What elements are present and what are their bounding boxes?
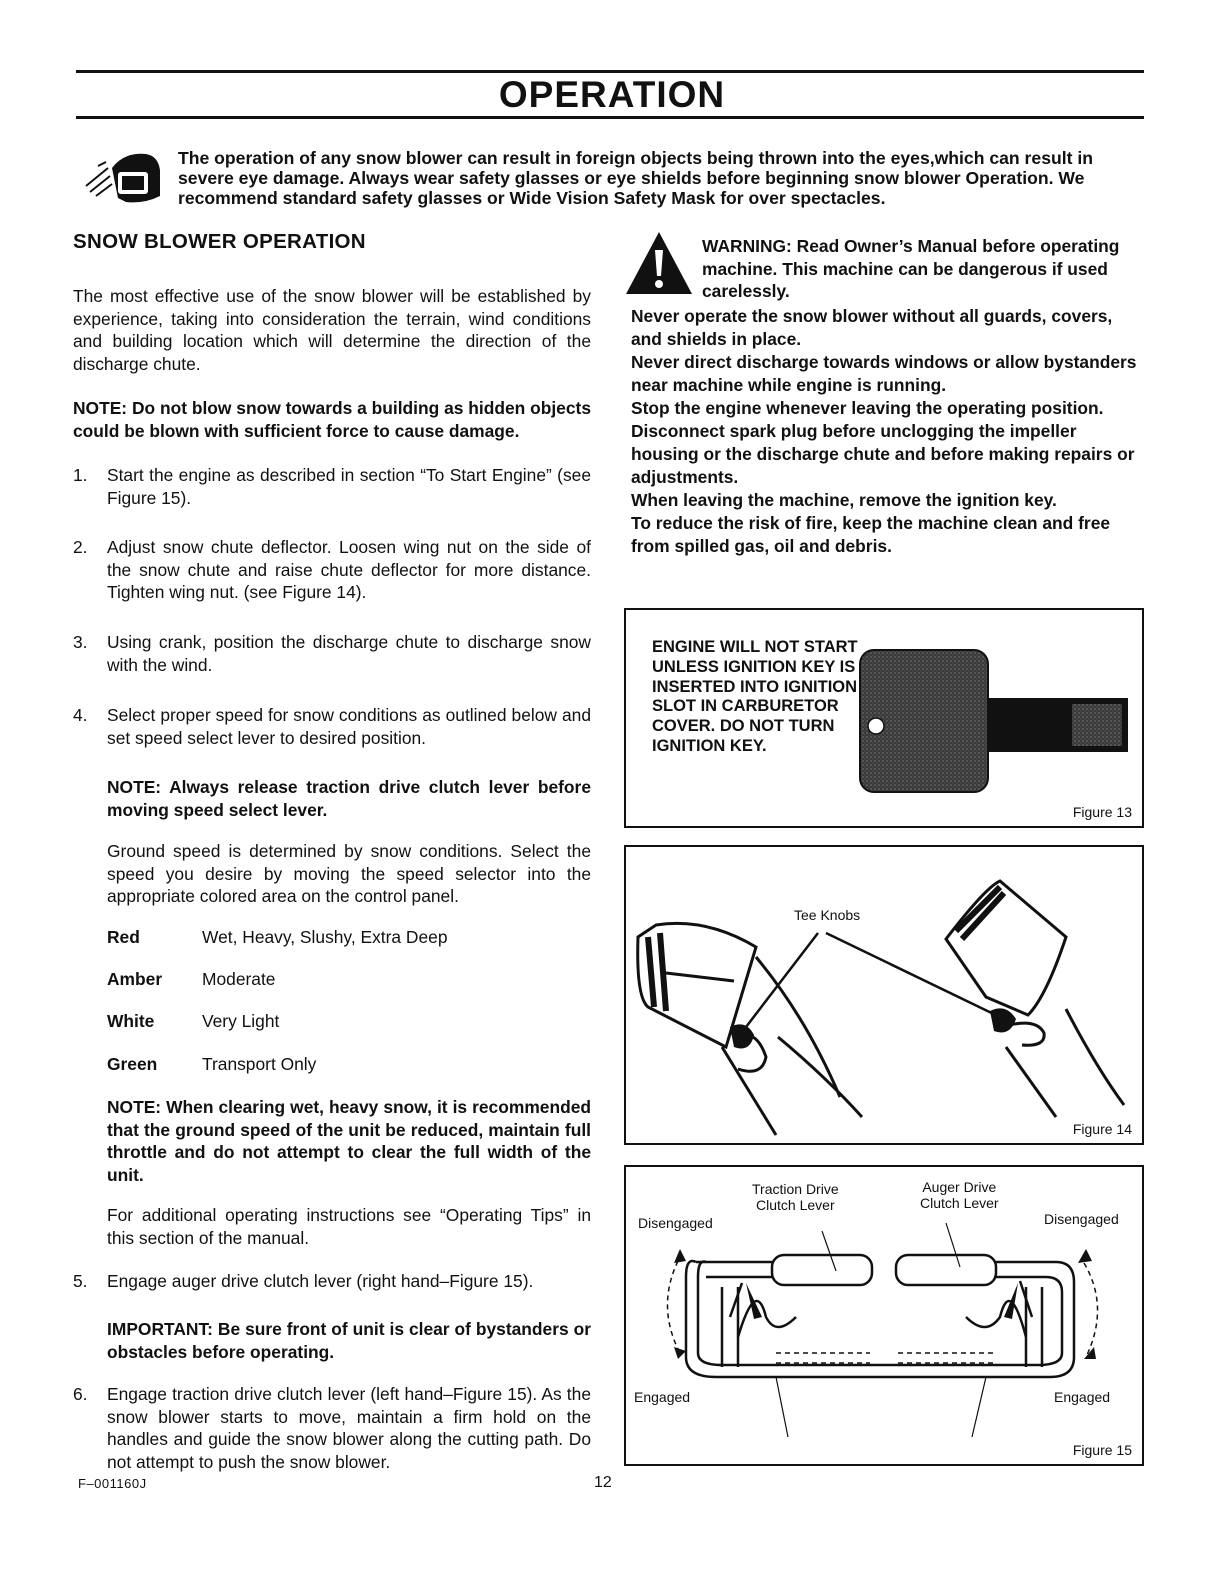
note-heavy-snow: NOTE: When clearing wet, heavy snow, it is recommended that the ground speed of the unit be reduced, maintain full throttle and do not attempt to clear the full width of the unit. [107,1097,591,1185]
eye-safety-notice: The operation of any snow blower can result in foreign objects being thrown into the eyes,which can result in severe eye damage. Always wear safety glasses or eye shields before beginning snow blower Operation. We recommend standard safety glasses or Wide Vision Safety Mask for over spectacles. [178,148,1093,208]
safety-glasses-icon [84,146,168,208]
ignition-key-warning: ENGINE WILL NOT START UNLESS IGNITION KEY IS INSERTED INTO IGNITION SLOT IN CARBURETOR COVER. DO NOT TURN IGNITION KEY. [652,638,858,755]
figure-13 [624,608,1144,828]
step-text: Engage auger drive clutch lever (right hand–Figure 15). [107,1271,534,1291]
warning-line: When leaving the machine, remove the ignition key. [631,490,1057,510]
step-number: 6. [73,1384,88,1404]
step-text: Engage traction drive clutch lever (left hand–Figure 15). As the snow blower starts to move, maintain a firm hold on the handles and guide the snow blower along the cutting path. Do not attempt to push the snow blower. [107,1384,591,1472]
figure-caption: Figure 13 [1072,804,1132,820]
warning-header: WARNING: Read Owner’s Manual before operating machine. This machine can be dangerous if used carelessly. [702,236,1120,301]
warning-line: Never operate the snow blower without all guards, covers, and shields in place. [631,306,1113,349]
note-building: NOTE: Do not blow snow towards a building as hidden objects could be blown with sufficient force to cause damage. [73,398,591,441]
page-title: OPERATION [498,74,726,115]
label-tee-knobs: Tee Knobs [794,907,861,923]
step-number: 2. [73,537,88,557]
header-rule-bottom [76,116,1144,119]
step-number: 3. [73,632,88,652]
footer-document-code: F–001160J [78,1476,147,1491]
step-number: 1. [73,465,88,485]
label-auger-drive-clutch-lever: Auger Drive Clutch Lever [920,1179,999,1211]
step-text: Select proper speed for snow conditions as outlined below and set speed select lever to desired position. [107,705,591,748]
chute-deflector-illustration [626,847,1142,1143]
section-heading: SNOW BLOWER OPERATION [73,230,366,253]
warning-line: Never direct discharge towards windows or allow bystanders near machine while engine is running. [631,352,1137,395]
additional-instructions: For additional operating instructions see “Operating Tips” in this section of the manual. [107,1205,591,1248]
figure-15 [624,1165,1144,1466]
page-number: 12 [594,1474,612,1491]
note-traction: NOTE: Always release traction drive clutch lever before moving speed select lever. [107,777,591,820]
step-text: Adjust snow chute deflector. Loosen wing nut on the side of the snow chute and raise chute deflector for more distance. Tighten wing nut. (see Figure 14). [107,537,591,602]
speed-label: Red [107,927,140,947]
speed-label: Amber [107,969,163,989]
ignition-key-icon [858,648,1128,794]
step-number: 5. [73,1271,88,1291]
speed-description: Transport Only [202,1054,317,1074]
label-traction-drive-clutch-lever: Traction Drive Clutch Lever [752,1181,839,1213]
label-disengaged-left: Disengaged [638,1215,713,1231]
label-engaged-right: Engaged [1054,1389,1111,1405]
step-text: Start the engine as described in section “To Start Engine” (see Figure 15). [107,465,591,508]
important-notice: IMPORTANT: Be sure front of unit is clear of bystanders or obstacles before operating. [107,1319,591,1362]
warning-triangle-icon [624,230,694,296]
label-disengaged-right: Disengaged [1044,1211,1119,1227]
label-engaged-left: Engaged [634,1389,691,1405]
intro-paragraph: The most effective use of the snow blower will be established by experience, taking into consideration the terrain, wind conditions and building location which will determine the direction of the discharge chute. [73,286,591,374]
warning-line: Stop the engine whenever leaving the operating position. [631,398,1104,418]
warning-list [631,305,1142,558]
step-number: 4. [73,705,88,725]
header-rule-top [76,70,1144,73]
step-text: Using crank, position the discharge chute to discharge snow with the wind. [107,632,591,675]
ground-speed-paragraph: Ground speed is determined by snow conditions. Select the speed you desire by moving the speed selector into the appropriate colored area on the control panel. [107,841,591,906]
speed-description: Very Light [202,1011,280,1031]
figure-caption: Figure 14 [1072,1121,1132,1137]
speed-description: Moderate [202,969,276,989]
speed-label: Green [107,1054,158,1074]
speed-description: Wet, Heavy, Slushy, Extra Deep [202,927,448,947]
speed-label: White [107,1011,155,1031]
warning-line: To reduce the risk of fire, keep the machine clean and free from spilled gas, oil and debris. [631,513,1111,556]
warning-line: Disconnect spark plug before unclogging the impeller housing or the discharge chute and before making repairs or adjustments. [631,421,1135,487]
figure-14 [624,845,1144,1145]
figure-caption: Figure 15 [1072,1442,1132,1458]
